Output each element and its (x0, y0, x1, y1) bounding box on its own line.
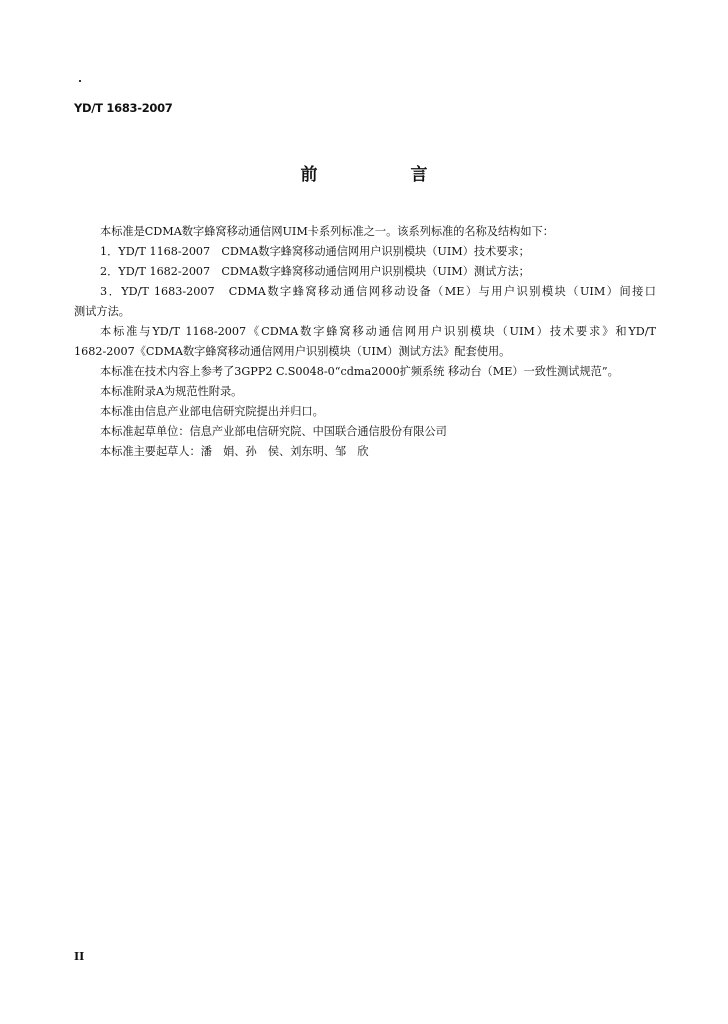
paragraph-drafters: 本标准主要起草人：潘 娟、孙 侯、刘东明、邹 欣 (100, 445, 369, 458)
paragraph-related-standards: 本标准与YD/T 1168-2007《CDMA数字蜂窝移动通信网用户识别模块（UIM）技术要求》和YD/T (100, 325, 656, 338)
paragraph-related-standards-continued: 1682-2007《CDMA数字蜂窝移动通信网用户识别模块（UIM）测试方法》配套使用。 (74, 345, 511, 358)
list-item-3-continued: 测试方法。 (74, 305, 130, 318)
list-item-1: 1．YD/T 1168-2007 CDMA数字蜂窝移动通信网用户识别模块（UIM）技术要求； (100, 245, 530, 258)
paragraph-proposer: 本标准由信息产业部电信研究院提出并归口。 (100, 405, 324, 418)
page-number: II (74, 950, 85, 963)
paragraph-drafting-units: 本标准起草单位：信息产业部电信研究院、中国联合通信股份有限公司 (100, 425, 447, 438)
paragraph-reference: 本标准在技术内容上参考了3GPP2 C.S0048-0“cdma2000扩频系统 移动台（ME）一致性测试规范”。 (100, 365, 619, 378)
list-item-3: 3．YD/T 1683-2007 CDMA数字蜂窝移动通信网移动设备（ME）与用户识别模块（UIM）间接口 (100, 285, 656, 298)
paragraph-appendix: 本标准附录A为规范性附录。 (100, 385, 243, 398)
foreword-body (74, 222, 656, 462)
scan-speck (79, 80, 81, 82)
paragraph-intro: 本标准是CDMA数字蜂窝移动通信网UIM卡系列标准之一。该系列标准的名称及结构如下： (100, 225, 554, 238)
page-title: 前 言 (300, 165, 466, 185)
standard-code: YD/T 1683-2007 (74, 101, 173, 115)
list-item-2: 2．YD/T 1682-2007 CDMA数字蜂窝移动通信网用户识别模块（UIM）测试方法； (100, 265, 530, 278)
